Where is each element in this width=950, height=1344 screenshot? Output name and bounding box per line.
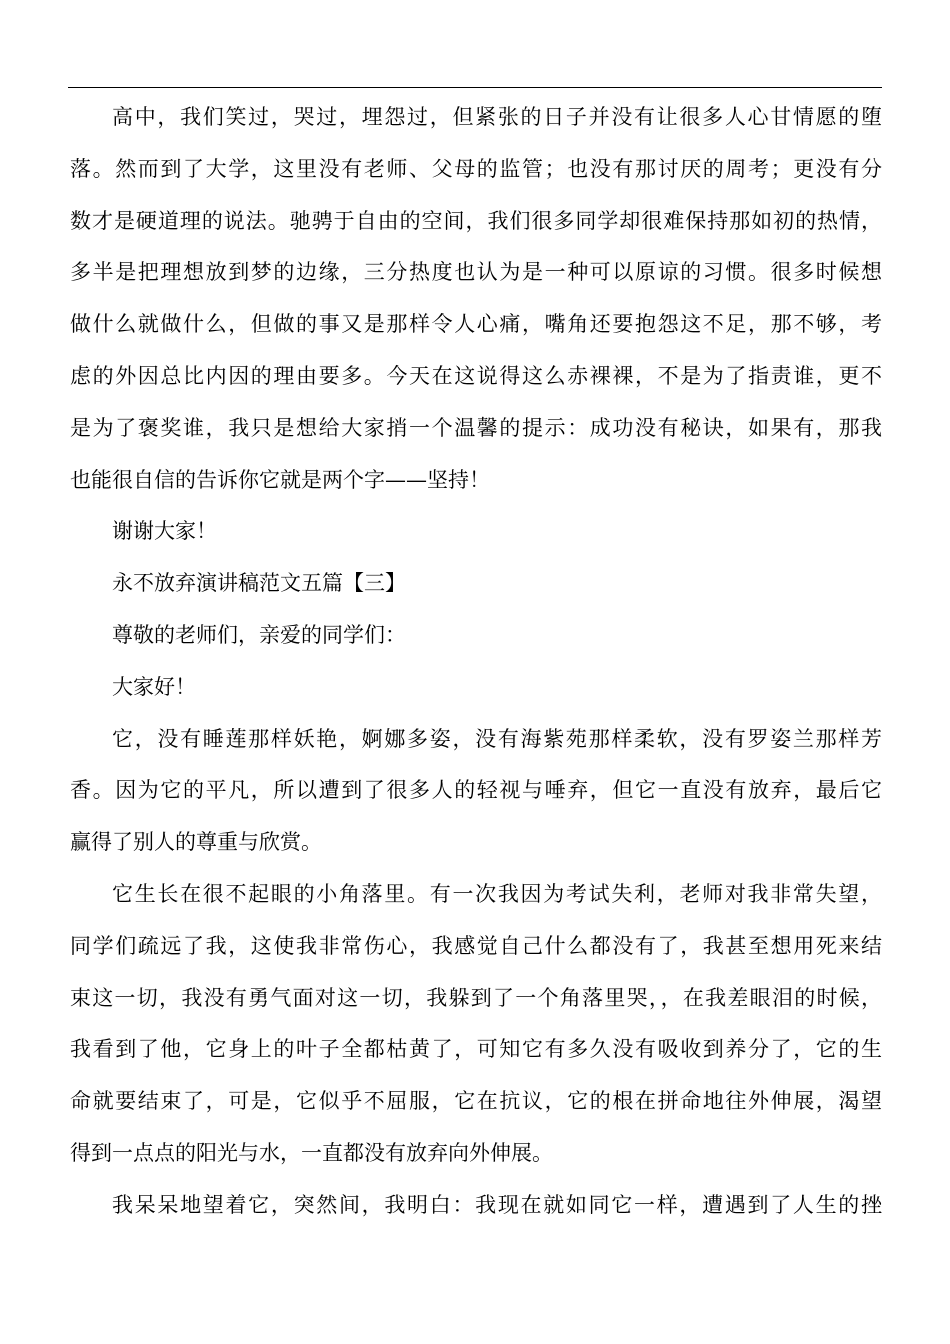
text-line: 是为了褒奖谁，我只是想给大家捎一个温馨的提示：成功没有秘诀，如果有，那我 [70, 415, 882, 440]
text-line: 多半是把理想放到梦的边缘，三分热度也认为是一种可以原谅的习惯。很多时候想 [70, 260, 882, 285]
text-line: 高中，我们笑过，哭过，埋怨过，但紧张的日子并没有让很多人心甘情愿的堕 [112, 105, 882, 129]
text-line: 数才是硬道理的说法。驰骋于自由的空间，我们很多同学却很难保持那如初的热情， [70, 208, 882, 233]
text-line: 尊敬的老师们，亲爱的同学们： [112, 622, 406, 647]
text-line: 赢得了别人的尊重与欣赏。 [70, 830, 322, 855]
text-line: 谢谢大家！ [112, 519, 217, 544]
text-line: 命就要结束了，可是，它似乎不屈服，它在抗议，它的根在拼命地往外伸展，渴望 [70, 1089, 882, 1114]
text-line: 我呆呆地望着它，突然间，我明白：我现在就如同它一样，遭遇到了人生的挫 [112, 1192, 882, 1217]
text-line: 也能很自信的告诉你它就是两个字——坚持！ [70, 467, 490, 492]
text-line: 做什么就做什么，但做的事又是那样令人心痛，嘴角还要抱怨这不足，那不够，考 [70, 312, 882, 337]
text-line: 香。因为它的平凡，所以遭到了很多人的轻视与唾弃，但它一直没有放弃，最后它 [70, 778, 882, 803]
text-line: 束这一切，我没有勇气面对这一切，我躲到了一个角落里哭，，在我差眼泪的时候， [70, 985, 882, 1010]
header-rule [68, 87, 882, 88]
text-line: 它生长在很不起眼的小角落里。有一次我因为考试失利，老师对我非常失望， [112, 881, 882, 906]
text-line: 虑的外因总比内因的理由要多。今天在这说得这么赤裸裸，不是为了指责谁，更不 [70, 363, 882, 388]
text-line: 得到一点点的阳光与水，一直都没有放弃向外伸展。 [70, 1140, 553, 1165]
text-line: 落。然而到了大学，这里没有老师、父母的监管；也没有那讨厌的周考；更没有分 [70, 156, 882, 181]
document-body [70, 92, 882, 1232]
text-line: 它，没有睡莲那样妖艳，婀娜多姿，没有海紫苑那样柔软，没有罗姿兰那样芳 [112, 726, 882, 751]
text-line: 大家好！ [112, 674, 196, 699]
text-line: 我看到了他，它身上的叶子全都枯黄了，可知它有多久没有吸收到养分了，它的生 [70, 1037, 882, 1062]
text-line: 同学们疏远了我，这使我非常伤心，我感觉自己什么都没有了，我甚至想用死来结 [70, 933, 882, 958]
text-line: 永不放弃演讲稿范文五篇【三】 [112, 571, 406, 596]
